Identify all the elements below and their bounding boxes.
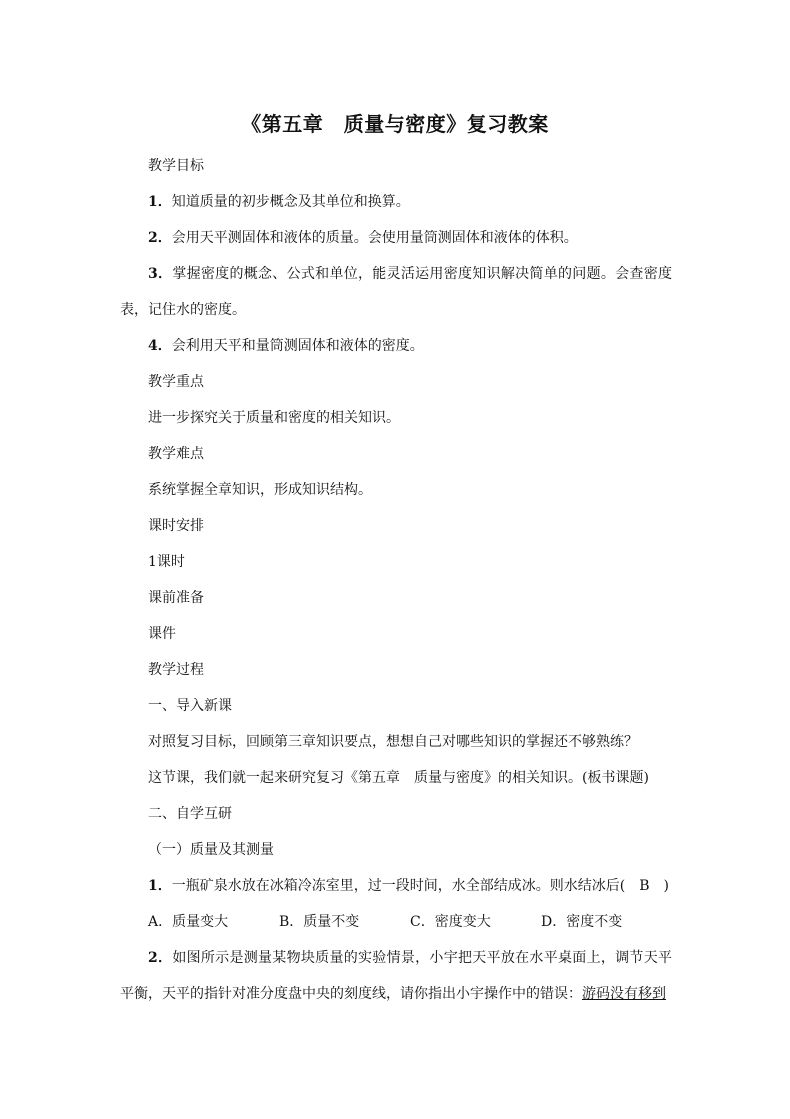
- option-a: A．质量变大: [148, 914, 229, 930]
- key-text: 进一步探究关于质量和密度的相关知识。: [148, 410, 400, 426]
- prep-heading: 课前准备: [148, 590, 204, 606]
- part1-paragraph-2: 这节课，我们就一起来研究复习《第五章 质量与密度》的相关知识。(板书课题): [148, 770, 649, 786]
- question-1: [120, 868, 672, 904]
- option-b: B．质量不变: [279, 914, 360, 930]
- goal-text: 知道质量的初步概念及其单位和换算。: [171, 194, 410, 210]
- schedule-text: 1课时: [148, 554, 185, 570]
- difficulty-heading: 教学难点: [148, 446, 204, 462]
- question-number: 1．: [148, 878, 172, 894]
- page-title: 《第五章 质量与密度》复习教案: [241, 112, 549, 136]
- key-heading: 教学重点: [148, 374, 204, 390]
- process-heading: 教学过程: [148, 662, 204, 678]
- goal-number: 4．: [148, 338, 172, 354]
- question-text: 一瓶矿泉水放在冰箱冷冻室里，过一段时间，水全部结成冰。则水结冰后( B ): [171, 878, 669, 894]
- answer-underline: 游码没有移到: [582, 986, 666, 1002]
- option-c: C．密度变大: [410, 914, 491, 930]
- goal-text: 会用天平测固体和液体的质量。会使用量筒测固体和液体的体积。: [171, 230, 578, 246]
- difficulty-text: 系统掌握全章知识，形成知识结构。: [148, 482, 372, 498]
- goal-text: 掌握密度的概念、公式和单位，能灵活运用密度知识解决简单的问题。会查密度表，记住水的密度。: [120, 266, 672, 318]
- goal-item: [120, 184, 672, 220]
- goal-number: 2．: [148, 230, 172, 246]
- goal-number: 3．: [148, 266, 173, 282]
- question-text: 如图所示是测量某物块质量的实验情景，小宇把天平放在水平桌面上，调节天平平衡，天平的指针对准分度盘中央的刻度线，请你指出小宇操作中的错误：: [120, 950, 672, 1002]
- goal-number: 1．: [148, 194, 172, 210]
- question-2: [120, 940, 672, 1012]
- document-body: [120, 148, 672, 1012]
- part1-heading: 一、导入新课: [148, 698, 232, 714]
- part2-heading: 二、自学互研: [148, 806, 232, 822]
- question-number: 2．: [148, 950, 173, 966]
- option-d: D．密度不变: [541, 914, 623, 930]
- goal-item: [120, 220, 672, 256]
- question-1-options: [120, 904, 672, 940]
- schedule-heading: 课时安排: [148, 518, 204, 534]
- part1-paragraph-1: 对照复习目标，回顾第三章知识要点，想想自己对哪些知识的掌握还不够熟练？: [148, 734, 638, 750]
- goal-item: [120, 256, 672, 328]
- goal-text: 会利用天平和量筒测固体和液体的密度。: [171, 338, 424, 354]
- goals-heading: 教学目标: [148, 158, 204, 174]
- goal-item: [120, 328, 672, 364]
- sub1-heading: （一）质量及其测量: [148, 842, 274, 858]
- prep-text: 课件: [148, 626, 176, 642]
